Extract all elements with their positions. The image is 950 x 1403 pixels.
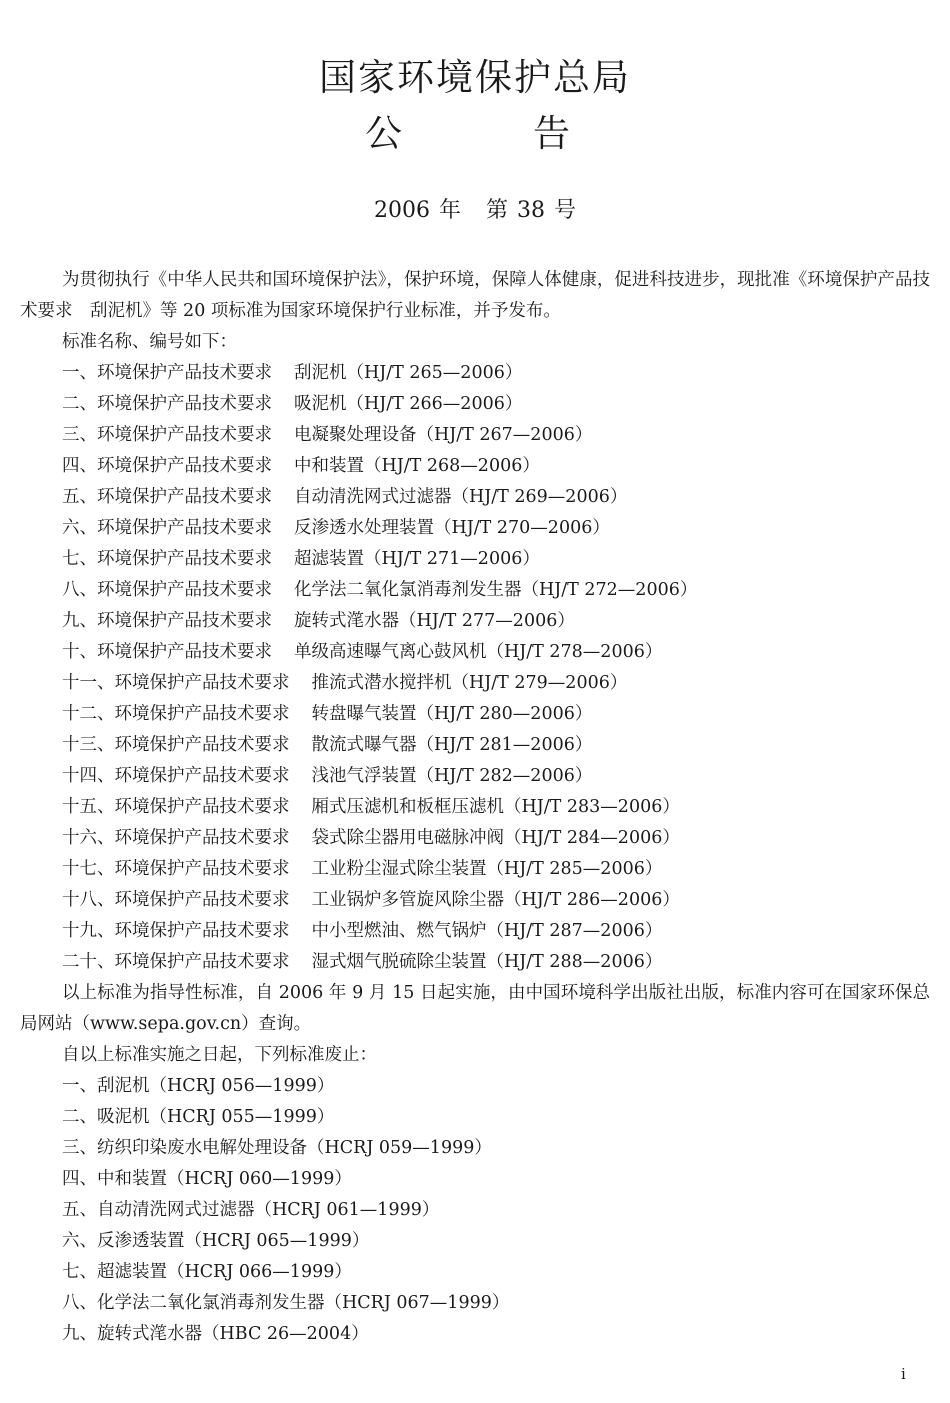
issue-number: 第 38 号: [486, 198, 576, 223]
abolished-list: [20, 1071, 930, 1350]
standard-item: [20, 668, 930, 699]
standard-item: [20, 885, 930, 916]
announcement-body: [20, 265, 930, 1350]
standard-name: 反渗透水处理装置（HJ/T 270—2006）: [294, 518, 610, 538]
abolished-item: 六、反渗透装置（HCRJ 065—1999）: [62, 1231, 370, 1251]
standard-item: [20, 761, 930, 792]
standard-label: 十四、环境保护产品技术要求: [62, 766, 290, 786]
standard-item: [20, 730, 930, 761]
standard-item: [20, 389, 930, 420]
standards-list: [20, 358, 930, 978]
standard-name: 中小型燃油、燃气锅炉（HJ/T 287—2006）: [311, 921, 663, 941]
standard-name: 旋转式滗水器（HJ/T 277—2006）: [294, 611, 575, 631]
standard-item: [20, 637, 930, 668]
standard-name: 工业锅炉多管旋风除尘器（HJ/T 286—2006）: [311, 890, 680, 910]
agency-title: 国家环境保护总局: [319, 56, 631, 99]
standard-label: 四、环境保护产品技术要求: [62, 456, 272, 476]
implementation-paragraph: 以上标准为指导性标准，自 2006 年 9 月 15 日起实施，由中国环境科学出版社出版，标准内容可在国家环保总局网站（www.sepa.gov.cn）查询。: [20, 983, 930, 1034]
standard-name: 中和装置（HJ/T 268—2006）: [294, 456, 540, 476]
doc-type-char-1: 公: [365, 112, 402, 155]
standard-label: 七、环境保护产品技术要求: [62, 549, 272, 569]
standard-item: [20, 544, 930, 575]
standard-name: 化学法二氧化氯消毒剂发生器（HJ/T 272—2006）: [294, 580, 698, 600]
intro-paragraph: 为贯彻执行《中华人民共和国环境保护法》，保护环境，保障人体健康，促进科技进步，现批准《环境保护产品技术要求 刮泥机》等 20 项标准为国家环境保护行业标准，并予发布。: [20, 270, 930, 321]
standard-label: 十三、环境保护产品技术要求: [62, 735, 290, 755]
abolished-item: 三、纺织印染废水电解处理设备（HCRJ 059—1999）: [62, 1138, 492, 1158]
standard-label: 三、环境保护产品技术要求: [62, 425, 272, 445]
issue-number-line: [0, 196, 950, 226]
standard-label: 十五、环境保护产品技术要求: [62, 797, 290, 817]
abolished-item: 一、刮泥机（HCRJ 056—1999）: [62, 1076, 335, 1096]
standard-label: 十七、环境保护产品技术要求: [62, 859, 290, 879]
abolish-intro: 自以上标准实施之日起，下列标准废止：: [62, 1045, 377, 1065]
standard-item: [20, 482, 930, 513]
standard-name: 吸泥机（HJ/T 266—2006）: [294, 394, 523, 414]
standard-item: [20, 916, 930, 947]
standard-item: [20, 358, 930, 389]
standard-label: 十八、环境保护产品技术要求: [62, 890, 290, 910]
standard-name: 刮泥机（HJ/T 265—2006）: [294, 363, 523, 383]
standard-label: 十六、环境保护产品技术要求: [62, 828, 290, 848]
standard-item: [20, 513, 930, 544]
standard-name: 散流式曝气器（HJ/T 281—2006）: [311, 735, 593, 755]
standard-label: 二十、环境保护产品技术要求: [62, 952, 290, 972]
standard-item: [20, 606, 930, 637]
page-number: i: [901, 1365, 906, 1383]
standard-item: [20, 947, 930, 978]
abolished-item: 二、吸泥机（HCRJ 055—1999）: [62, 1107, 335, 1127]
standard-name: 湿式烟气脱硫除尘装置（HJ/T 288—2006）: [311, 952, 663, 972]
standard-item: [20, 451, 930, 482]
standard-name: 浅池气浮装置（HJ/T 282—2006）: [311, 766, 593, 786]
standard-label: 六、环境保护产品技术要求: [62, 518, 272, 538]
abolished-item: 四、中和装置（HCRJ 060—1999）: [62, 1169, 352, 1189]
issue-year: 2006 年: [374, 198, 461, 223]
doc-type-char-2: 告: [533, 112, 570, 155]
standard-item: [20, 823, 930, 854]
standard-name: 转盘曝气装置（HJ/T 280—2006）: [311, 704, 593, 724]
standard-item: [20, 854, 930, 885]
list-intro: 标准名称、编号如下：: [62, 332, 237, 352]
standard-item: [20, 575, 930, 606]
abolished-item: 五、自动清洗网式过滤器（HCRJ 061—1999）: [62, 1200, 440, 1220]
standard-label: 十一、环境保护产品技术要求: [62, 673, 290, 693]
standard-name: 厢式压滤机和板框压滤机（HJ/T 283—2006）: [311, 797, 680, 817]
standard-item: [20, 699, 930, 730]
abolished-item: 八、化学法二氧化氯消毒剂发生器（HCRJ 067—1999）: [62, 1293, 510, 1313]
standard-item: [20, 420, 930, 451]
standard-label: 五、环境保护产品技术要求: [62, 487, 272, 507]
standard-item: [20, 792, 930, 823]
standard-label: 十二、环境保护产品技术要求: [62, 704, 290, 724]
abolished-item: 九、旋转式滗水器（HBC 26—2004）: [62, 1324, 369, 1344]
standard-name: 自动清洗网式过滤器（HJ/T 269—2006）: [294, 487, 628, 507]
standard-name: 袋式除尘器用电磁脉冲阀（HJ/T 284—2006）: [311, 828, 680, 848]
standard-label: 九、环境保护产品技术要求: [62, 611, 272, 631]
standard-name: 单级高速曝气离心鼓风机（HJ/T 278—2006）: [294, 642, 663, 662]
standard-label: 十、环境保护产品技术要求: [62, 642, 272, 662]
standard-label: 一、环境保护产品技术要求: [62, 363, 272, 383]
standard-name: 电凝聚处理设备（HJ/T 267—2006）: [294, 425, 593, 445]
abolished-item: 七、超滤装置（HCRJ 066—1999）: [62, 1262, 352, 1282]
standard-name: 工业粉尘湿式除尘装置（HJ/T 285—2006）: [311, 859, 663, 879]
standard-label: 十九、环境保护产品技术要求: [62, 921, 290, 941]
standard-name: 推流式潜水搅拌机（HJ/T 279—2006）: [311, 673, 628, 693]
standard-label: 八、环境保护产品技术要求: [62, 580, 272, 600]
standard-name: 超滤装置（HJ/T 271—2006）: [294, 549, 540, 569]
standard-label: 二、环境保护产品技术要求: [62, 394, 272, 414]
